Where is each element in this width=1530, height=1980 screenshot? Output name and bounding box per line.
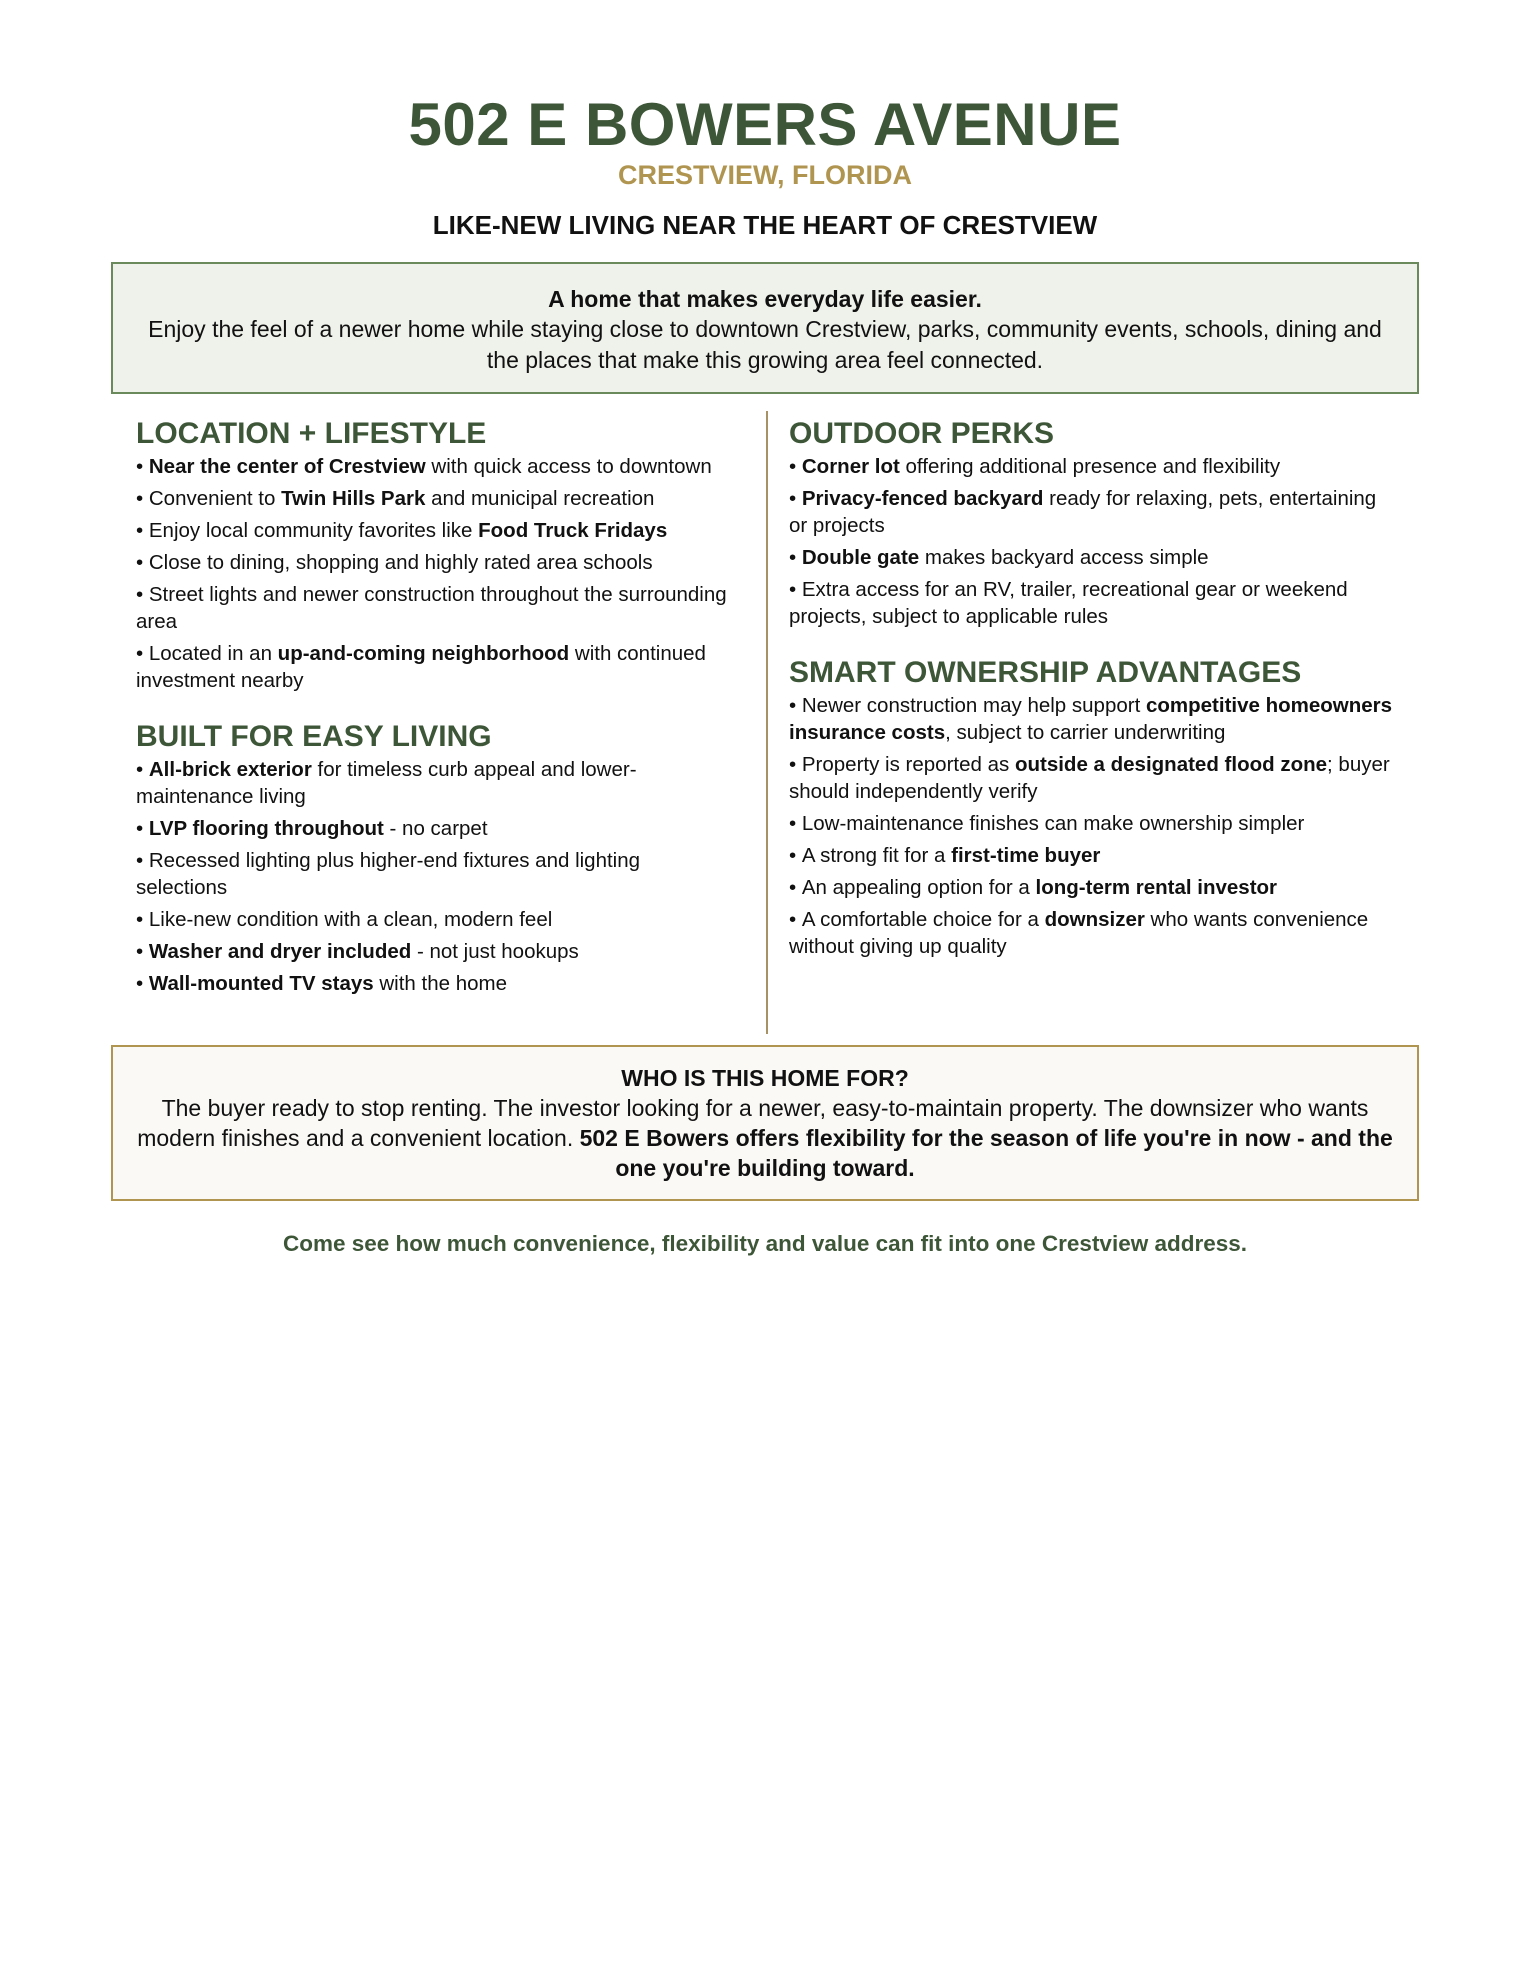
who-text-bold: 502 E Bowers offers flexibility for the season of life you're in now - and the one you're building toward.	[579, 1125, 1393, 1181]
ownership-section-title: SMART OWNERSHIP ADVANTAGES	[789, 656, 1302, 689]
outdoor-section-title: OUTDOOR PERKS	[789, 417, 1055, 450]
list-item	[136, 581, 736, 635]
list-item-emphasis: LVP flooring throughout	[148, 817, 384, 840]
list-item-text: Extra access for an RV, trailer, recreational gear or weekend projects, subject to applicable rules	[789, 578, 1348, 628]
list-item	[136, 970, 736, 997]
list-item-text: Like-new condition with a clean, modern feel	[148, 908, 553, 931]
location-list	[136, 453, 736, 694]
list-item-emphasis: Privacy-fenced backyard	[801, 487, 1044, 510]
list-item-text: Property is reported as	[801, 753, 1015, 776]
list-item-text: A comfortable choice for a	[801, 908, 1045, 931]
intro-box	[111, 262, 1419, 394]
list-item	[136, 517, 736, 544]
built-list	[136, 756, 736, 997]
list-item	[136, 847, 736, 901]
ownership-list	[789, 692, 1399, 960]
list-item	[136, 815, 736, 842]
list-item-emphasis: Double gate	[801, 546, 920, 569]
list-item	[789, 485, 1399, 539]
list-item-text: - not just hookups	[411, 940, 579, 963]
column-divider	[766, 411, 768, 1034]
list-item	[789, 874, 1399, 901]
list-item	[136, 938, 736, 965]
list-item	[789, 906, 1399, 960]
list-item-text: Street lights and newer construction throughout the surrounding area	[136, 583, 727, 633]
list-item-text: ready for relaxing, pets, entertaining or projects	[789, 487, 1377, 537]
list-item-text: with the home	[373, 972, 507, 995]
list-item	[136, 485, 736, 512]
tagline: LIKE-NEW LIVING NEAR THE HEART OF CRESTVIEW	[432, 210, 1098, 240]
list-item-emphasis: Twin Hills Park	[281, 487, 426, 510]
who-text	[137, 1093, 1393, 1183]
list-item	[789, 751, 1399, 805]
list-item-text: with quick access to downtown	[425, 455, 712, 478]
list-item-text: and municipal recreation	[425, 487, 655, 510]
list-item-emphasis: competitive homeowners insurance costs	[789, 694, 1393, 744]
intro-heading: A home that makes everyday life easier.	[548, 286, 982, 312]
list-item-text: Newer construction may help support	[801, 694, 1146, 717]
list-item-emphasis: long-term rental investor	[1035, 876, 1278, 899]
list-item	[789, 810, 1399, 837]
list-item-emphasis: Washer and dryer included	[148, 940, 412, 963]
list-item-text: An appealing option for a	[801, 876, 1036, 899]
list-item-text: A strong fit for a	[801, 844, 952, 867]
list-item-emphasis: All-brick exterior	[148, 758, 312, 781]
list-item-text: Enjoy local community favorites like	[148, 519, 479, 542]
list-item-emphasis: outside a designated flood zone	[1014, 753, 1328, 776]
list-item-text: Recessed lighting plus higher-end fixtures and lighting selections	[136, 849, 641, 899]
who-text-plain: The buyer ready to stop renting. The investor looking for a newer, easy-to-maintain property. The downsizer who wants modern finishes and a convenient location.	[137, 1095, 1369, 1151]
list-item-text: makes backyard access simple	[919, 546, 1209, 569]
list-item-emphasis: downsizer	[1044, 908, 1145, 931]
who-heading: WHO IS THIS HOME FOR?	[621, 1065, 909, 1091]
location-section-title: LOCATION + LIFESTYLE	[136, 417, 487, 450]
closing-line: Come see how much convenience, flexibility and value can fit into one Crestview address.	[282, 1231, 1248, 1256]
list-item-text: who wants convenience without giving up quality	[789, 908, 1369, 958]
property-address-title: 502 E BOWERS AVENUE	[408, 91, 1122, 158]
list-item-text: Close to dining, shopping and highly rated area schools	[148, 551, 653, 574]
list-item-text: , subject to carrier underwriting	[945, 721, 1226, 744]
intro-text: Enjoy the feel of a newer home while staying close to downtown Crestview, parks, community events, schools, dining and the places that make this growing area feel connected.	[148, 316, 1382, 373]
list-item-emphasis: Wall-mounted TV stays	[148, 972, 374, 995]
list-item-text: for timeless curb appeal and lower-maintenance living	[136, 758, 637, 808]
list-item-emphasis: Corner lot	[801, 455, 900, 478]
list-item-text: with continued investment nearby	[136, 642, 706, 692]
list-item-text: Low-maintenance finishes can make ownership simpler	[801, 812, 1305, 835]
list-item	[789, 576, 1399, 630]
outdoor-list	[789, 453, 1399, 630]
left-column	[136, 411, 736, 1002]
list-item-text: offering additional presence and flexibility	[899, 455, 1281, 478]
city-subtitle: CRESTVIEW, FLORIDA	[617, 160, 912, 190]
list-item-emphasis: Near the center of Crestview	[148, 455, 426, 478]
who-is-this-for-box	[111, 1045, 1419, 1201]
list-item	[789, 453, 1399, 480]
list-item	[136, 453, 736, 480]
list-item-emphasis: first-time buyer	[951, 844, 1101, 867]
right-column	[789, 411, 1399, 965]
list-item	[789, 842, 1399, 869]
list-item-emphasis: Food Truck Fridays	[478, 519, 668, 542]
list-item-text: ; buyer should independently verify	[789, 753, 1390, 803]
list-item	[136, 549, 736, 576]
built-section-title: BUILT FOR EASY LIVING	[136, 720, 492, 753]
list-item	[789, 544, 1399, 571]
list-item	[136, 906, 736, 933]
list-item	[136, 756, 736, 810]
list-item-text: - no carpet	[383, 817, 488, 840]
list-item	[136, 640, 736, 694]
list-item	[789, 692, 1399, 746]
list-item-emphasis: up-and-coming neighborhood	[277, 642, 570, 665]
list-item-text: Located in an	[148, 642, 278, 665]
list-item-text: Convenient to	[148, 487, 282, 510]
